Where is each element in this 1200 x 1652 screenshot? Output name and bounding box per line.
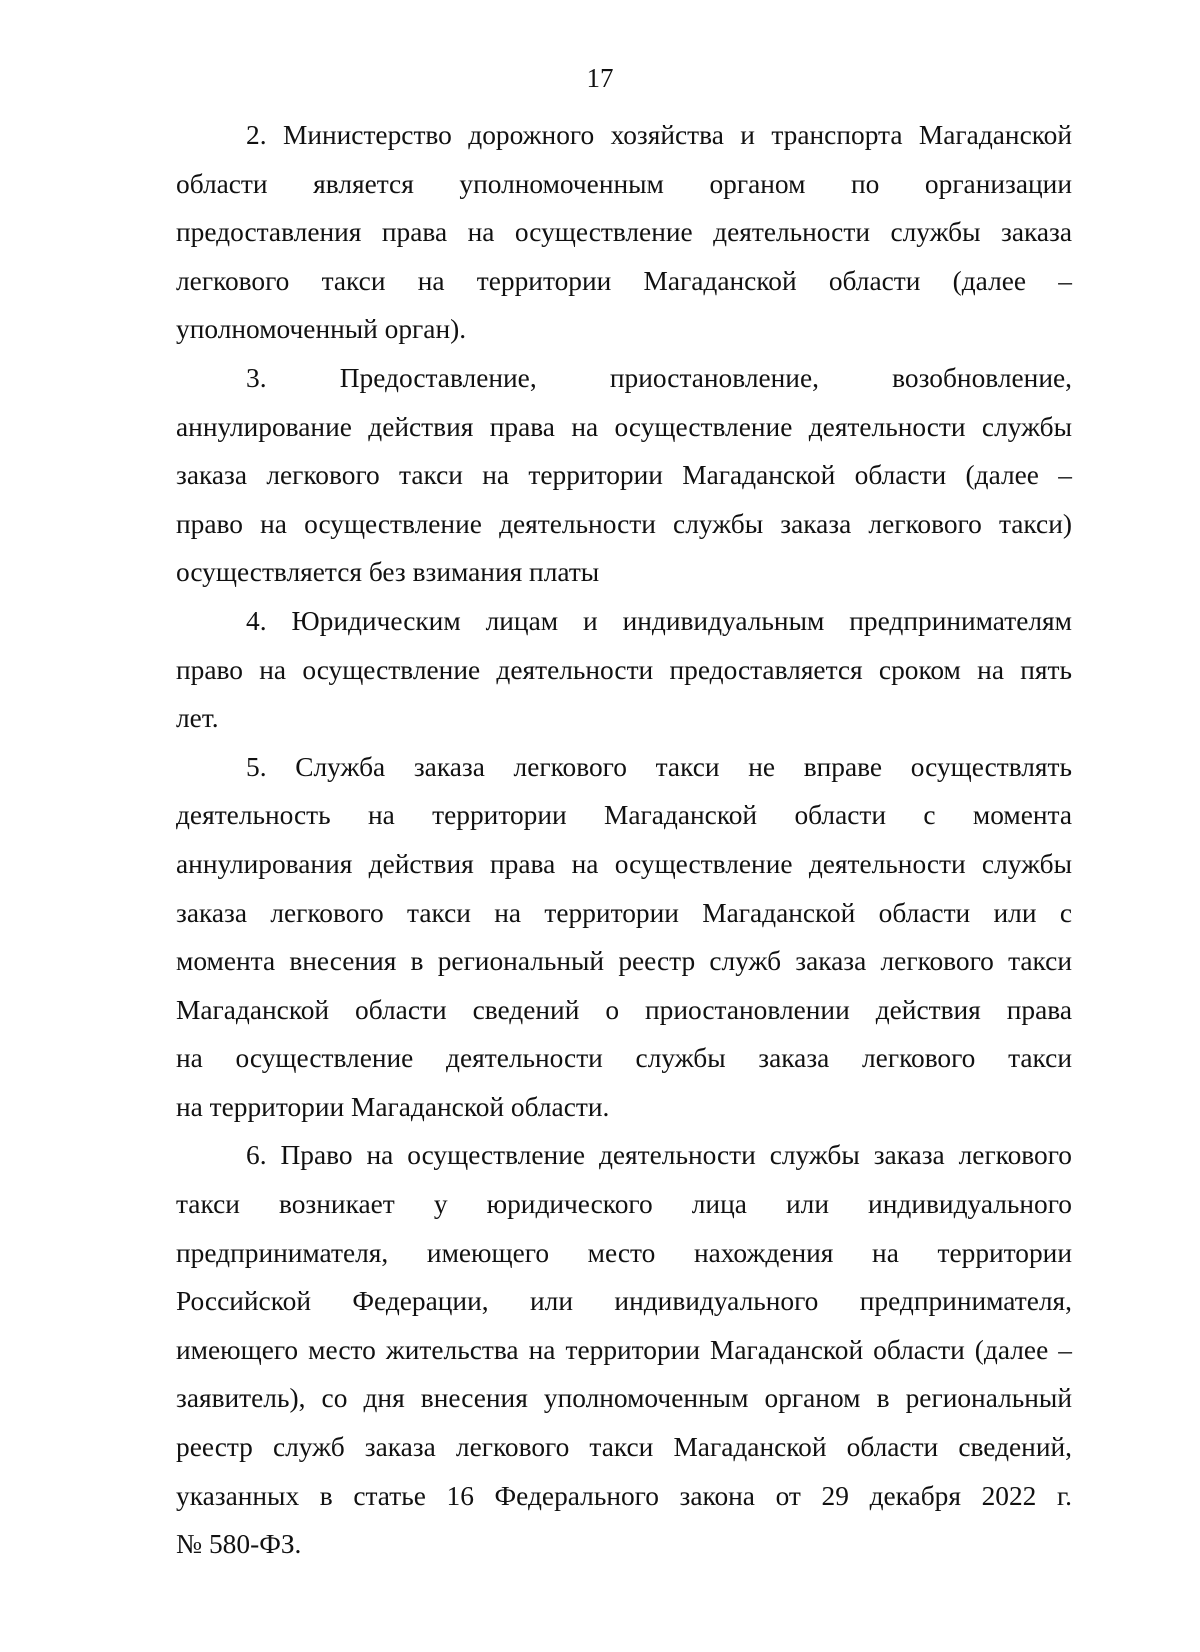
text-line: заказа легкового такси на территории Магаданской области (далее – — [176, 460, 1072, 491]
text-line: деятельность на территории Магаданской области с момента — [176, 800, 1072, 831]
text-line: № 580-ФЗ. — [176, 1529, 302, 1560]
text-line: Российской Федерации, или индивидуального предпринимателя, — [176, 1286, 1072, 1317]
text-line: 4. Юридическим лицам и индивидуальным предпринимателям — [246, 605, 1072, 636]
text-line: имеющего место жительства на территории Магаданской области (далее – — [176, 1334, 1072, 1365]
text-line: предпринимателя, имеющего место нахождения на территории — [176, 1237, 1072, 1268]
document-body — [176, 111, 1072, 1569]
text-line: заявитель), со дня внесения уполномоченным органом в региональный — [176, 1383, 1072, 1414]
text-line: 5. Служба заказа легкового такси не вправе осуществлять — [246, 751, 1072, 782]
text-line: лет. — [176, 703, 219, 734]
text-line: аннулирования действия права на осуществление деятельности службы — [176, 848, 1072, 879]
text-line: такси возникает у юридического лица или индивидуального — [176, 1189, 1072, 1220]
text-line: уполномоченный орган). — [176, 314, 467, 345]
text-line: реестр служб заказа легкового такси Магаданской области сведений, — [176, 1432, 1072, 1463]
text-line: на осуществление деятельности службы заказа легкового такси — [176, 1043, 1072, 1074]
page-number: 17 — [586, 63, 614, 93]
text-line: 2. Министерство дорожного хозяйства и транспорта Магаданской — [246, 120, 1072, 150]
text-line: 6. Право на осуществление деятельности службы заказа легкового — [246, 1140, 1072, 1171]
text-line: право на осуществление деятельности службы заказа легкового такси) — [176, 508, 1072, 539]
text-line: указанных в статье 16 Федерального закона от 29 декабря 2022 г. — [176, 1480, 1072, 1511]
text-line: аннулирование действия права на осуществление деятельности службы — [176, 411, 1072, 442]
text-line: легкового такси на территории Магаданской области (далее – — [176, 265, 1072, 296]
text-line: право на осуществление деятельности предоставляется сроком на пять — [176, 654, 1072, 685]
text-line: заказа легкового такси на территории Магаданской области или с — [176, 897, 1072, 928]
text-line: момента внесения в региональный реестр служб заказа легкового такси — [176, 946, 1072, 977]
text-line: Магаданской области сведений о приостановлении действия права — [176, 994, 1072, 1025]
text-line: предоставления права на осуществление деятельности службы заказа — [176, 217, 1072, 248]
text-line: 3. Предоставление, приостановление, возобновление, — [246, 362, 1072, 393]
text-line: области является уполномоченным органом по организации — [176, 168, 1072, 199]
text-line: на территории Магаданской области. — [176, 1091, 610, 1122]
text-line: осуществляется без взимания платы — [176, 557, 600, 588]
